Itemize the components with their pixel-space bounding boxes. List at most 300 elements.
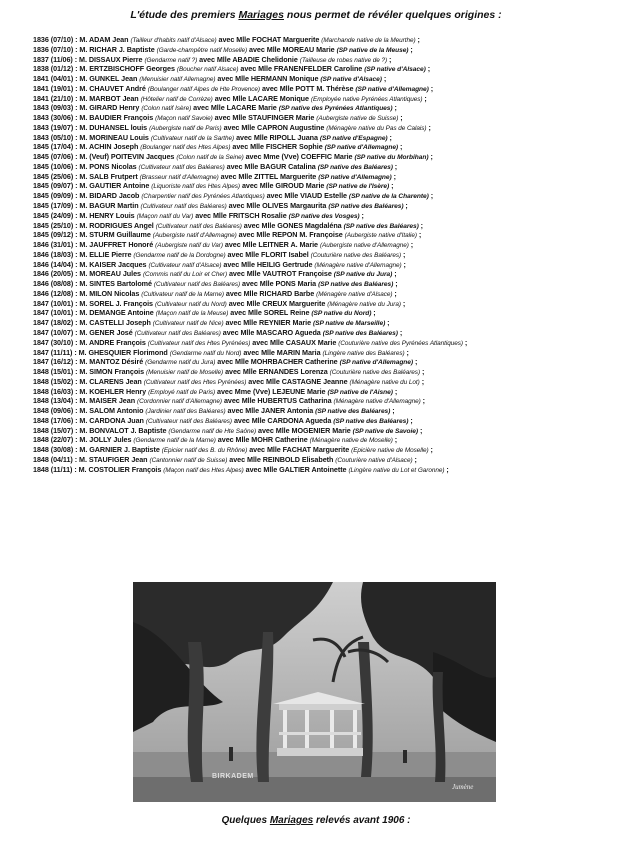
entry-bride-note: (Epicière native de Moselle)	[351, 447, 429, 455]
entry-groom: M. RICHAR J. Baptiste	[79, 44, 155, 54]
entry-bride-note: (SP native des Baléares)	[315, 408, 391, 416]
entry-date: 1837 (11/06)	[33, 54, 73, 64]
entry-bride-note: (Employée native Pyrénées Atlantiques)	[310, 95, 423, 103]
photo-illustration	[133, 582, 496, 802]
marriage-entry	[33, 396, 628, 406]
entry-bride-note: (Couturière native des Baléares)	[310, 251, 402, 259]
entry-date: 1848 (15/07)	[33, 425, 74, 435]
entry-end: ;	[415, 357, 418, 367]
entry-link: avec	[248, 376, 265, 386]
entry-bride: Mlle REPON M. Françoise	[256, 230, 343, 240]
marriage-entry	[33, 308, 628, 318]
entry-end: ;	[428, 122, 431, 132]
entry-date: 1845 (09/09)	[33, 191, 74, 201]
entry-separator: :	[73, 64, 80, 74]
entry-date: 1841 (21/10)	[33, 93, 74, 103]
entry-groom: M. ACHIN Joseph	[79, 142, 139, 152]
entry-bride-note: (SP native des Baléares)	[322, 329, 398, 337]
entry-end: ;	[387, 318, 390, 328]
entry-separator: :	[73, 288, 80, 298]
marriage-entry	[33, 230, 628, 240]
entry-link: avec	[195, 210, 212, 220]
entry-bride-note: (SP native d'Allemagne)	[324, 144, 399, 152]
entry-end: ;	[430, 152, 433, 162]
entry-bride: Mlle MOREAU Marie	[266, 44, 335, 54]
entry-link: avec	[252, 337, 269, 347]
entry-groom-note: (Gendarme natif du Nord)	[169, 349, 242, 357]
entry-groom-note: (Boulanger natif Alpes de Hte Provence)	[147, 85, 260, 93]
page-heading	[0, 9, 632, 21]
entry-groom-note: (Colon natif Isère)	[141, 105, 192, 113]
entry-link: avec	[241, 181, 258, 191]
entry-groom-note: (Cultivateur natif de la Marne)	[141, 290, 224, 298]
entry-separator: :	[73, 327, 80, 337]
entry-link: avec	[217, 386, 233, 396]
entry-bride: Mlle MASCARO Agueda	[240, 327, 321, 337]
entry-link: avec	[230, 308, 247, 318]
marriage-entry	[33, 191, 628, 201]
entry-separator: :	[73, 181, 80, 191]
entry-groom: M. GHESQUIER Florimond	[78, 347, 168, 357]
entry-bride-note: (Aubergiste native d'Allemagne)	[319, 242, 409, 250]
entry-end: ;	[420, 220, 424, 230]
entry-link: avec	[226, 161, 243, 171]
entry-end: ;	[393, 171, 396, 181]
entry-groom: M. CLARENS Jean	[79, 376, 142, 386]
entry-groom: M. CARDONA Juan	[79, 415, 144, 425]
entry-bride-note: (SP native de la Charente)	[348, 193, 429, 201]
entry-end: ;	[403, 249, 406, 259]
marriage-entry	[33, 123, 628, 133]
entry-separator: :	[73, 445, 80, 455]
entry-end: ;	[394, 269, 397, 279]
entry-end: ;	[394, 161, 398, 171]
entry-bride: Mlle PONS Maria	[259, 279, 317, 289]
entry-bride-note: (SP native des Baléares)	[318, 281, 394, 289]
entry-groom-note: (Cultivateur natif des Baléares)	[138, 163, 225, 171]
entry-groom-note: (Jardinier natif des Baléares)	[145, 408, 226, 416]
entry-separator: :	[73, 376, 80, 386]
entry-groom-note: (Boulanger natif des Htes Alpes)	[140, 144, 231, 152]
entry-link: avec	[225, 318, 242, 328]
entry-end: ;	[383, 74, 387, 84]
entry-end: ;	[361, 210, 364, 220]
entry-separator: :	[73, 357, 80, 367]
entry-end: ;	[400, 113, 403, 123]
entry-bride: Mlle ABADIE Chelidonie	[216, 54, 298, 64]
entry-groom-note: (Menuisier natif Allemagne)	[139, 76, 216, 84]
entry-end: ;	[418, 230, 422, 240]
entry-bride-note: (SP native de Marseille)	[313, 320, 386, 328]
entry-separator: :	[72, 464, 79, 474]
entry-groom-note: (Hôtelier natif de Corrèze)	[140, 95, 213, 103]
marriage-entry	[33, 113, 628, 123]
marriage-entry	[33, 94, 628, 104]
entry-groom: M. ELLIE Pierre	[79, 249, 132, 259]
entry-separator: :	[73, 122, 80, 132]
entry-groom: M. ADAM Jean	[79, 35, 129, 44]
entry-date: 1846 (20/05)	[33, 269, 74, 279]
entry-groom-note: (Liquoriste natif des Htes Alpes)	[151, 183, 240, 191]
entry-link: avec	[243, 220, 260, 230]
entry-bride-note: (SP native des Baléares)	[343, 222, 419, 230]
entry-groom: M. DISSAUX Pierre	[79, 54, 143, 64]
entry-groom: M. HENRY Louis	[79, 210, 135, 220]
entry-separator: :	[73, 298, 80, 308]
marriage-entry	[33, 221, 628, 231]
entry-date: 1847 (16/12)	[33, 357, 74, 367]
entry-separator: :	[73, 113, 80, 123]
marriage-entry	[33, 455, 628, 465]
entry-end: ;	[389, 54, 392, 64]
entry-bride-note: (SP native du Jura)	[333, 271, 393, 279]
entry-bride: Mlle FOCHAT Marguerite	[236, 35, 320, 44]
marriage-entry	[33, 74, 628, 84]
entry-end: ;	[430, 445, 433, 455]
entry-bride: Mlle ERNANDES Lorenza	[242, 367, 328, 377]
entry-link: avec	[225, 367, 241, 377]
entry-date: 1836 (07/10)	[33, 35, 74, 44]
entry-bride: Mme (Vve) COEFFIC Marie	[263, 152, 353, 162]
entry-date: 1841 (04/01)	[33, 74, 74, 84]
entry-groom: M. PONS Nicolas	[79, 161, 137, 171]
entry-bride-note: (Couturière native d'Alsace)	[335, 456, 413, 464]
entry-bride-note: (SP native d'Allemagne)	[355, 85, 429, 93]
entry-groom-note: (Maçon natif du Var)	[136, 212, 194, 220]
marriage-entry	[33, 103, 628, 113]
entry-link: avec	[227, 406, 244, 416]
entry-bride-note: (SP native d'Espagne)	[319, 134, 388, 142]
marriage-list	[33, 35, 628, 474]
entry-bride-note: (Lingère native du Lot et Garonne)	[348, 466, 445, 474]
entry-end: ;	[406, 347, 409, 357]
entry-separator: :	[73, 318, 80, 328]
entry-link: avec	[214, 113, 231, 123]
entry-bride-note: (SP native de l'Aisne)	[327, 388, 393, 396]
entry-link: avec	[245, 464, 262, 474]
entry-end: ;	[410, 240, 414, 250]
marriage-entry	[33, 211, 628, 221]
entry-date: 1843 (09/03)	[33, 103, 74, 113]
marriage-entry	[33, 181, 628, 191]
entry-groom: M. GIRARD Henry	[79, 103, 140, 113]
entry-end: ;	[414, 454, 417, 464]
entry-bride-note: (Couturière native des Pyrénées Atlantiques)	[338, 339, 463, 347]
entry-bride-note: (Marchande native de la Meurthe)	[321, 37, 416, 44]
entry-link: avec	[193, 103, 209, 113]
entry-groom: M. GUNKEL Jean	[79, 74, 138, 84]
entry-groom-note: (Gendarme natif de la Dordogne)	[133, 251, 226, 259]
marriage-entry	[33, 367, 628, 377]
entry-bride-note: (SP native du Morbihan)	[354, 154, 429, 162]
entry-groom: M. SIMON François	[79, 367, 145, 377]
photo-caption: BIRKADEM	[212, 773, 254, 780]
entry-bride-note: (Tailleuse de robes native de ?)	[299, 56, 388, 64]
entry-groom-note: (Maçon natif Savoie)	[155, 115, 213, 123]
entry-date: 1841 (19/01)	[33, 83, 74, 93]
entry-groom: M. MANTOZ Désiré	[79, 357, 144, 367]
entry-groom-note: (Cultivateur natif des Htes Pyrénées)	[143, 378, 247, 386]
entry-date: 1848 (15/01)	[33, 367, 74, 377]
entry-bride-note: (Ménagère native d'Allemagne)	[333, 398, 421, 406]
entry-separator: :	[73, 210, 80, 220]
entry-date: 1847 (11/11)	[33, 347, 73, 357]
marriage-entry	[33, 45, 628, 55]
entry-separator: :	[72, 347, 79, 357]
entry-groom-note: (Cantonnier natif de Suisse)	[149, 456, 228, 464]
entry-separator: :	[73, 74, 80, 84]
entry-link: avec	[222, 327, 239, 337]
entry-separator: :	[73, 44, 80, 54]
entry-bride: Mlle JANER Antonia	[245, 406, 314, 416]
marriage-entry	[33, 152, 628, 162]
entry-groom: M. GENER José	[79, 327, 133, 337]
marriage-entry	[33, 133, 628, 143]
entry-bride-note: (SP native des Baléares)	[333, 417, 409, 425]
entry-groom-note: (Gendarme natif du Jura)	[145, 359, 216, 367]
entry-end: ;	[410, 44, 413, 54]
entry-date: 1848 (17/06)	[33, 415, 74, 425]
marriage-entry	[33, 269, 628, 279]
entry-separator: :	[72, 454, 80, 464]
entry-bride-note: (Aubergiste native d'Italie)	[344, 232, 417, 240]
entry-groom: M. STURM Guillaume	[79, 230, 151, 240]
entry-separator: :	[73, 220, 80, 230]
entry-separator: :	[73, 171, 80, 181]
entry-date: 1846 (08/08)	[33, 279, 74, 289]
entry-groom: M. SOREL J. François	[79, 298, 153, 308]
entry-separator: :	[72, 54, 80, 64]
footer-after: relevés avant 1906 :	[313, 815, 411, 826]
entry-groom: M. MAISER Jean	[79, 396, 136, 406]
entry-bride: Mlle HUBERTUS Catharina	[241, 396, 332, 406]
entry-link: avec	[243, 347, 260, 357]
entry-date: 1848 (09/06)	[33, 406, 74, 416]
entry-bride-note: (Ménagère native du Jura)	[327, 300, 401, 308]
entry-bride: Mlle RICHARD Barbe	[243, 288, 315, 298]
entry-link: avec	[223, 259, 240, 269]
entry-separator: :	[73, 308, 80, 318]
entry-groom-note: (Garde-champêtre natif Moselle)	[156, 46, 248, 54]
entry-bride: Mlle HEILIG Gertrude	[241, 259, 313, 269]
entry-link: avec	[236, 132, 252, 142]
entry-bride-note: (Couturière native des Baléares)	[329, 369, 421, 377]
entry-date: 1847 (10/01)	[33, 308, 74, 318]
marriage-entry	[33, 260, 628, 270]
entry-separator: :	[73, 337, 80, 347]
entry-separator: :	[73, 435, 80, 445]
entry-link: avec	[261, 83, 278, 93]
marriage-entry	[33, 348, 628, 358]
entry-separator: :	[73, 367, 80, 377]
entry-date: 1836 (07/10)	[33, 44, 74, 54]
entry-groom-note: (Cultivateur natif du Nord)	[154, 300, 227, 308]
entry-end: ;	[421, 367, 425, 377]
entry-bride-note: (SP native des Baléares)	[328, 203, 404, 211]
entry-separator: :	[73, 415, 80, 425]
entry-groom-note: (Commis natif du Loir et Cher)	[142, 271, 228, 279]
entry-groom: M. JAUFFRET Honoré	[79, 240, 154, 250]
entry-separator: :	[73, 132, 80, 142]
entry-separator: :	[73, 230, 80, 240]
entry-date: 1845 (17/04)	[33, 142, 74, 152]
entry-groom-note: (Boucher natif Alsace)	[176, 66, 239, 74]
entry-end: ;	[395, 279, 398, 289]
entry-end: ;	[430, 83, 434, 93]
entry-date: 1846 (12/08)	[33, 288, 74, 298]
entry-link: avec	[228, 201, 245, 211]
entry-link: avec	[232, 142, 249, 152]
entry-bride: Mlle HERMANN Monique	[235, 74, 319, 84]
marriage-entry	[33, 435, 628, 445]
entry-end: ;	[446, 464, 449, 474]
entry-separator: :	[73, 249, 80, 259]
entry-bride: Mlle LEITNER A. Marie	[242, 240, 319, 250]
entry-end: ;	[392, 406, 395, 416]
entry-groom: M. ERTZBISCHOFF Georges	[79, 64, 175, 74]
marriage-entry	[33, 318, 628, 328]
entry-bride: Mlle FISCHER Sophie	[250, 142, 323, 152]
footer-before: Quelques	[221, 815, 270, 826]
marriage-entry	[33, 299, 628, 309]
entry-date: 1845 (25/06)	[33, 171, 74, 181]
entry-bride: Mlle OLIVES Margaurita	[246, 201, 327, 211]
entry-separator: :	[73, 191, 80, 201]
marriage-entry	[33, 377, 628, 387]
entry-bride-note: (SP native d'Alsace)	[320, 76, 382, 84]
entry-groom-note: (Gendarme natif de Hte Saône)	[168, 427, 257, 435]
entry-bride: Mlle VIAUD Estelle	[284, 191, 347, 201]
entry-date: 1845 (25/10)	[33, 220, 74, 230]
entry-separator: :	[73, 386, 80, 396]
entry-groom: M. COSTOLIER François	[78, 464, 162, 474]
entry-bride: Mlle MOHRBACHER Catherine	[235, 357, 338, 367]
entry-end: ;	[421, 376, 425, 386]
entry-bride-note: (Ménagère native du Pas de Calais)	[326, 124, 427, 132]
entry-date: 1845 (09/12)	[33, 230, 74, 240]
entry-bride-note: (Aubergiste native de Suisse)	[316, 115, 399, 123]
entry-groom: M. MARBOT Jean	[79, 93, 139, 103]
entry-separator: :	[73, 35, 80, 44]
entry-link: avec	[220, 171, 237, 181]
entry-date: 1843 (19/07)	[33, 122, 74, 132]
entry-bride: Mlle CAPRON Augustine	[241, 122, 325, 132]
entry-bride: Mlle GALTIER Antoinette	[263, 464, 347, 474]
entry-bride-note: (SP native des Vosges)	[288, 212, 360, 220]
entry-date: 1843 (30/06)	[33, 113, 74, 123]
entry-date: 1848 (22/07)	[33, 435, 74, 445]
marriage-entry	[33, 35, 628, 45]
entry-link: avec	[245, 152, 262, 162]
entry-end: ;	[389, 132, 392, 142]
entry-end: ;	[410, 415, 413, 425]
entry-end: ;	[422, 396, 426, 406]
entry-groom-note: (Maçon natif de la Meuse)	[155, 310, 229, 318]
entry-date: 1845 (10/06)	[33, 161, 74, 171]
entry-groom-note: (Charpentier natif des Pyrénées Atlantiques)	[141, 193, 265, 201]
marriage-entry	[33, 445, 628, 455]
entry-bride: Mlle CREUX Marguerite	[246, 298, 326, 308]
entry-end: ;	[424, 93, 427, 103]
entry-groom: M. BAUDIER François	[79, 113, 154, 123]
entry-link: avec	[224, 240, 241, 250]
entry-groom-note: (Cultivateur natif des Baléares)	[134, 329, 221, 337]
entry-bride: Mlle REINBOLD Elisabeth	[247, 454, 334, 464]
entry-groom: M. RODRIGUES Angel	[79, 220, 154, 230]
entry-groom: M. MILON Nicolas	[79, 288, 140, 298]
entry-bride: Mlle FRITSCH Rosalie	[212, 210, 287, 220]
entry-bride-note: (SP native de la Meuse)	[336, 46, 409, 54]
entry-bride: Mlle ZITTEL Marguerite	[238, 171, 317, 181]
entry-link: avec	[258, 425, 274, 435]
entry-bride: Mlle STAUFINGER Marie	[232, 113, 315, 123]
entry-groom-note: (Cultivateur natif de la Sarthe)	[150, 134, 235, 142]
entry-separator: :	[73, 240, 80, 250]
entry-date: 1847 (18/02)	[33, 318, 74, 328]
entry-separator: :	[73, 425, 80, 435]
entry-date: 1845 (09/07)	[33, 181, 74, 191]
entry-bride: Mlle CASAUX Marie	[270, 337, 337, 347]
entry-link: avec	[199, 54, 215, 64]
entry-date: 1848 (15/02)	[33, 376, 74, 386]
marriage-entry	[33, 387, 628, 397]
entry-groom-note: (Maçon natif des Htes Alpes)	[163, 466, 244, 474]
entry-groom-note: (Menuisier natif de Moselle)	[146, 369, 224, 377]
marriage-entry	[33, 55, 628, 65]
entry-bride: Mlle GIROUD Marie	[259, 181, 325, 191]
birkadem-photo	[133, 582, 496, 802]
entry-end: ;	[400, 142, 403, 152]
entry-groom-note: (Cultivateur natif des Baléares)	[153, 281, 241, 289]
entry-bride-note: (SP native des Baléares)	[317, 163, 393, 171]
entry-groom-note: (Aubergiste natif de Paris)	[149, 124, 222, 132]
entry-end: ;	[391, 181, 394, 191]
entry-link: avec	[233, 415, 250, 425]
entry-date: 1848 (11/11)	[33, 464, 73, 474]
entry-bride: Mlle MOHR Catherine	[235, 435, 308, 445]
entry-groom: M. ANDRE François	[79, 337, 146, 347]
entry-bride-note: (Ménagère native du Lot)	[349, 378, 420, 386]
entry-bride-note: (Ménagère native de Moselle)	[309, 437, 393, 445]
entry-bride: Mlle FRANENFELDER Caroline	[258, 64, 363, 74]
marriage-entry	[33, 201, 628, 211]
entry-separator: :	[73, 201, 80, 211]
entry-bride: Mlle FLORIT Isabel	[245, 249, 309, 259]
entry-link: avec	[242, 279, 258, 289]
entry-groom-note: (Brasseur natif d'Allemagne)	[139, 173, 219, 181]
entry-groom-note: (Cultivateur natif des Htes Pyrénées)	[147, 339, 251, 347]
entry-groom-note: (Cultivateur natif des Baléares)	[145, 417, 232, 425]
entry-separator: :	[73, 269, 80, 279]
marriage-entry	[33, 357, 628, 367]
entry-groom-note: (Gendarme natif ?)	[144, 56, 198, 64]
marriage-entry	[33, 289, 628, 299]
entry-bride: Mlle GONES Magdaléna	[261, 220, 342, 230]
entry-date: 1848 (30/08)	[33, 445, 74, 455]
entry-bride: Mlle REYNIER Marie	[243, 318, 312, 328]
entry-date: 1846 (18/03)	[33, 249, 74, 259]
entry-separator: :	[73, 279, 80, 289]
heading-underlined: Mariages	[238, 9, 284, 21]
entry-groom: M. MOREAU Jules	[79, 269, 141, 279]
entry-link: avec	[229, 454, 246, 464]
entry-link: avec	[217, 357, 234, 367]
entry-groom-note: (Cordonnier natif d'Allemagne)	[137, 398, 222, 406]
entry-end: ;	[394, 103, 397, 113]
entry-groom-note: (Cultivateur natif des Baléares)	[155, 222, 242, 230]
entry-bride: Mlle MOGENIER Marie	[275, 425, 351, 435]
entry-link: avec	[266, 191, 283, 201]
